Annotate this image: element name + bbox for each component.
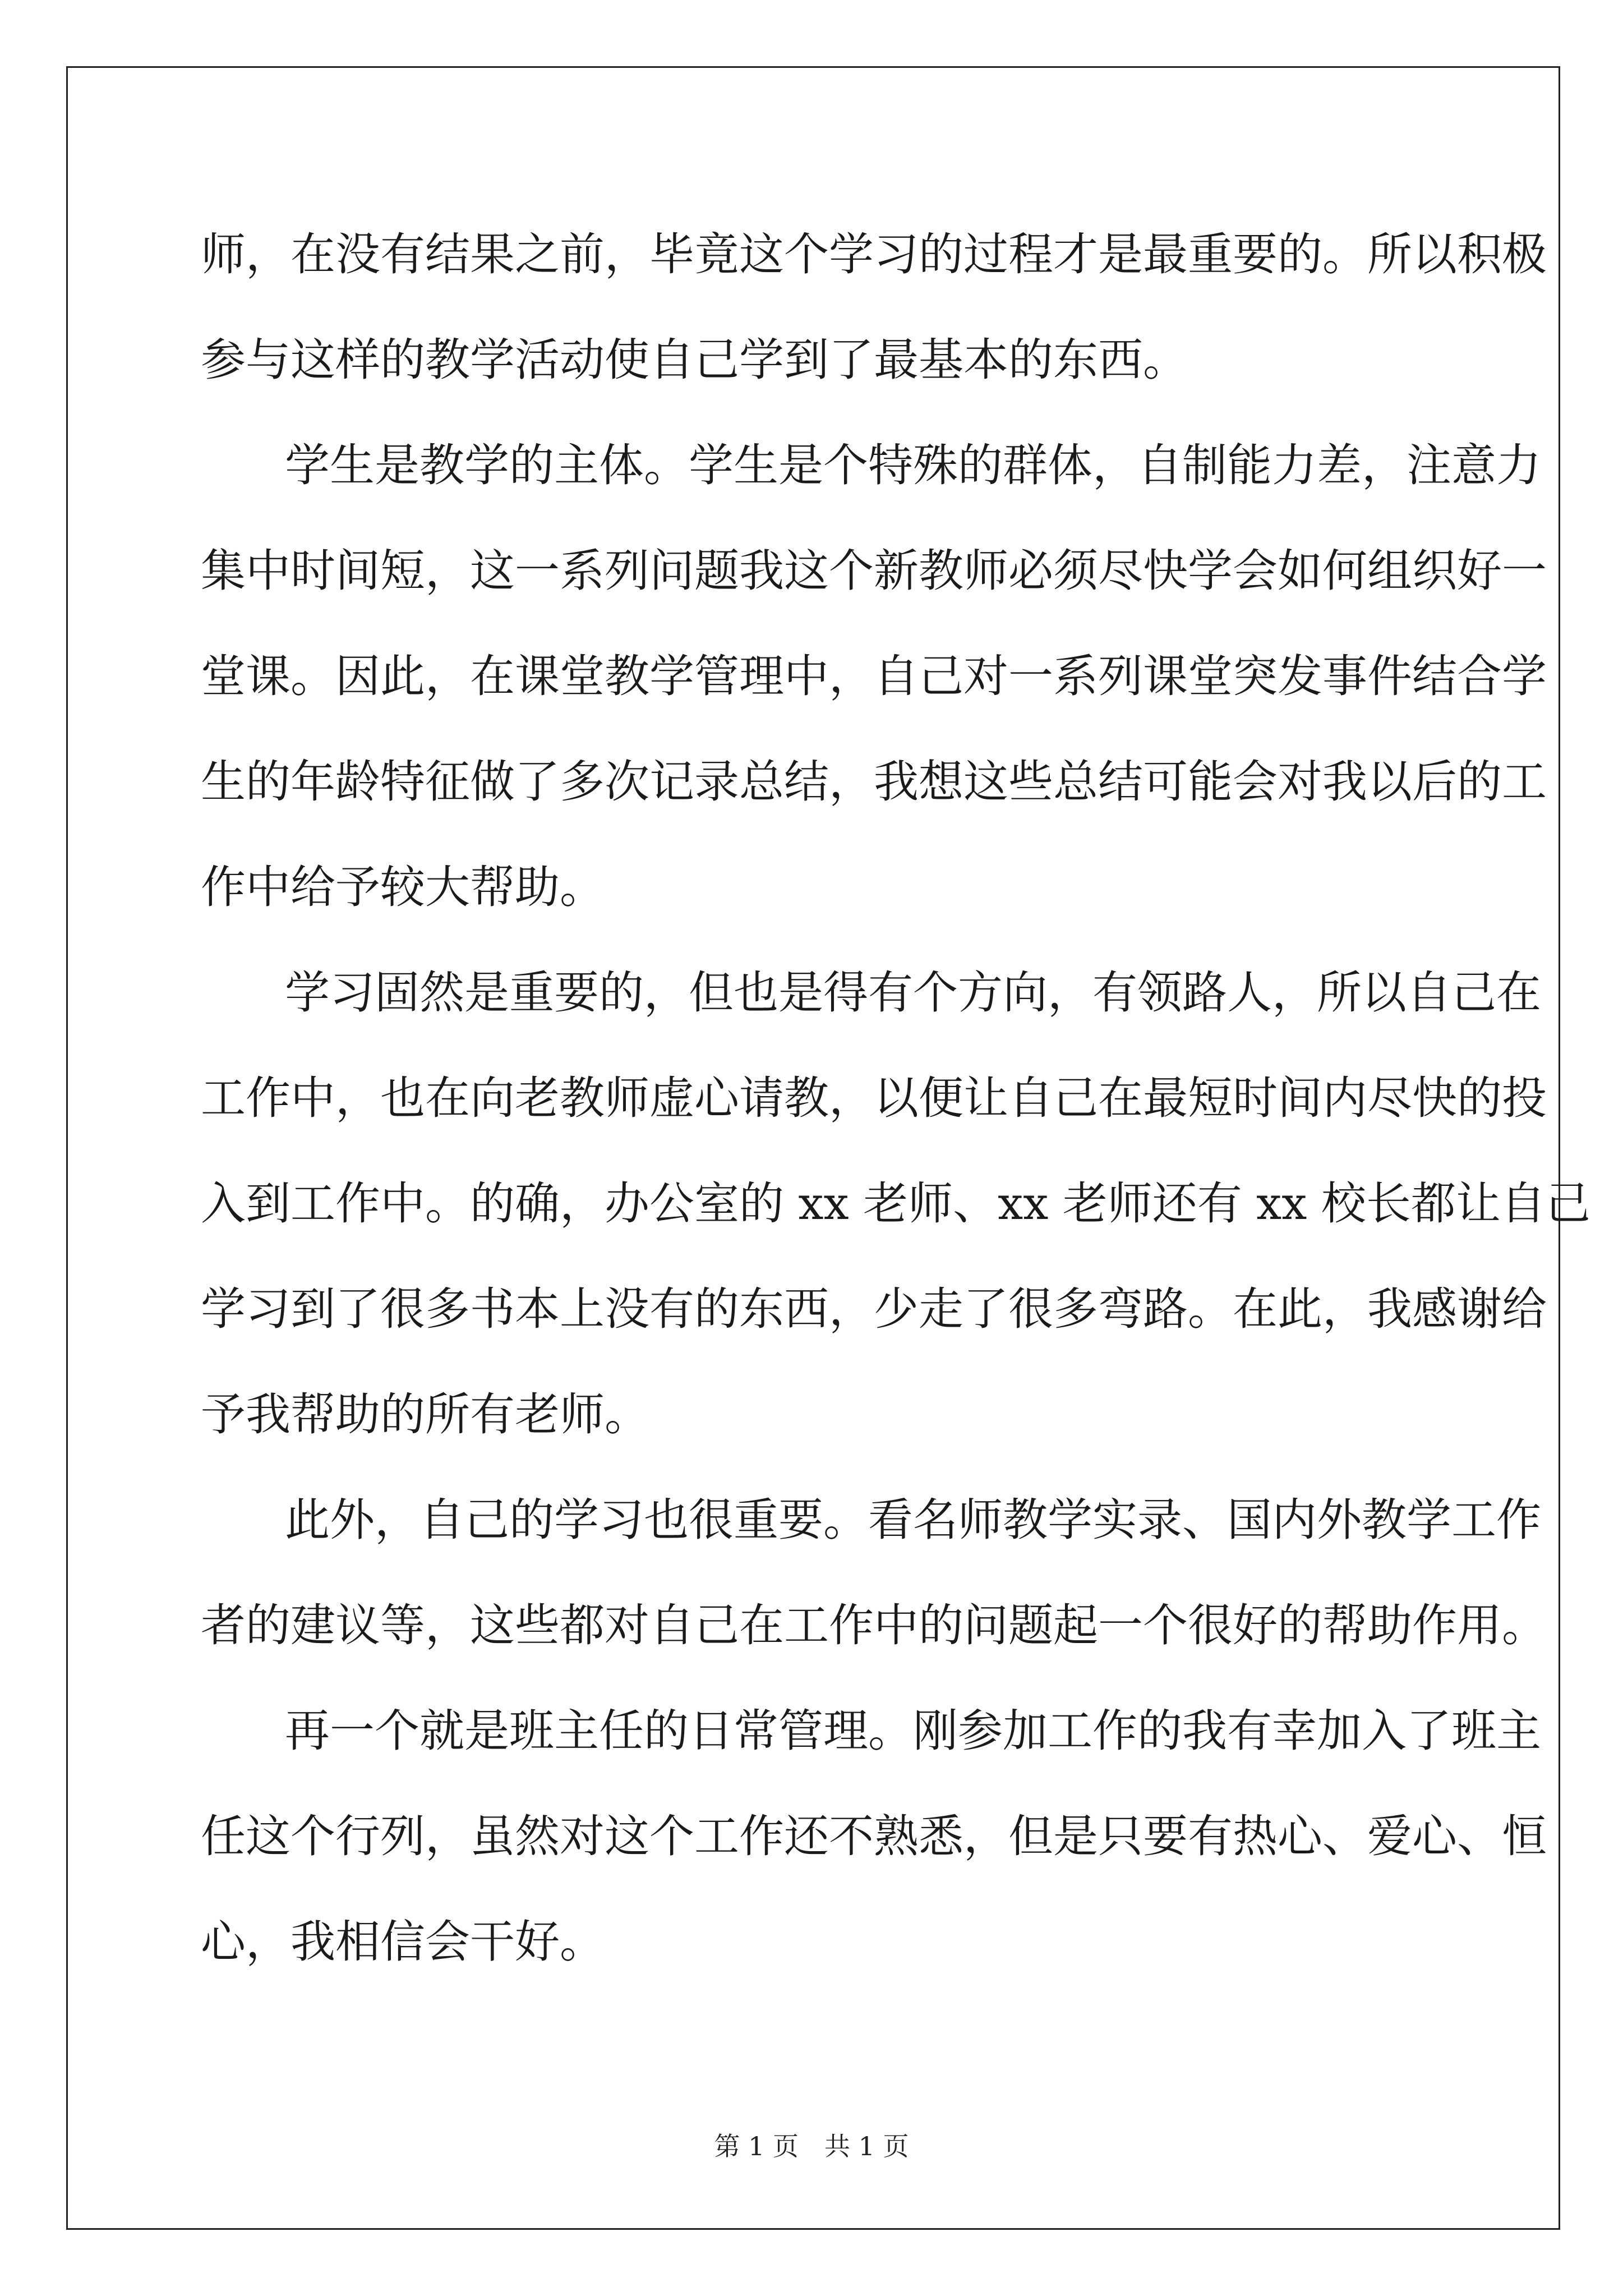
paragraph-line: 作中给予较大帮助。	[201, 861, 605, 913]
paragraph-line: 任这个行列，虽然对这个工作还不熟悉，但是只要有热心、爱心、恒	[201, 1810, 1547, 1862]
paragraph-line: 者的建议等，这些都对自己在工作中的问题起一个很好的帮助作用。	[201, 1599, 1547, 1651]
paragraph-line: 再一个就是班主任的日常管理。刚参加工作的我有幸加入了班主	[285, 1705, 1541, 1757]
paragraph-line: 入到工作中。的确，办公室的 xx 老师、xx 老师还有 xx 校长都让自己	[201, 1177, 1590, 1230]
paragraph-line: 工作中，也在向老教师虚心请教，以便让自己在最短时间内尽快的投	[201, 1072, 1547, 1124]
paragraph-line: 予我帮助的所有老师。	[201, 1388, 649, 1441]
paragraph-line: 参与这样的教学活动使自己学到了最基本的东西。	[201, 334, 1188, 386]
paragraph-line: 师，在没有结果之前，毕竟这个学习的过程才是最重要的。所以积极	[201, 228, 1547, 280]
paragraph-line: 堂课。因此，在课堂教学管理中，自己对一系列课堂突发事件结合学	[201, 650, 1547, 702]
paragraph-line: 此外，自己的学习也很重要。看名师教学实录、国内外教学工作	[285, 1494, 1541, 1546]
document-body	[201, 217, 1590, 2009]
paragraph-line: 学习固然是重要的，但也是得有个方向，有领路人，所以自己在	[285, 967, 1541, 1019]
page-number-footer: 第 1 页 共 1 页	[714, 2131, 909, 2161]
paragraph-line: 集中时间短，这一系列问题我这个新教师必须尽快学会如何组织好一	[201, 545, 1547, 597]
paragraph-line: 生的年龄特征做了多次记录总结，我想这些总结可能会对我以后的工	[201, 756, 1547, 808]
paragraph-line: 心，我相信会干好。	[201, 1916, 605, 1968]
paragraph-line: 学生是教学的主体。学生是个特殊的群体，自制能力差，注意力	[285, 439, 1541, 491]
paragraph-line: 学习到了很多书本上没有的东西，少走了很多弯路。在此，我感谢给	[201, 1283, 1547, 1335]
